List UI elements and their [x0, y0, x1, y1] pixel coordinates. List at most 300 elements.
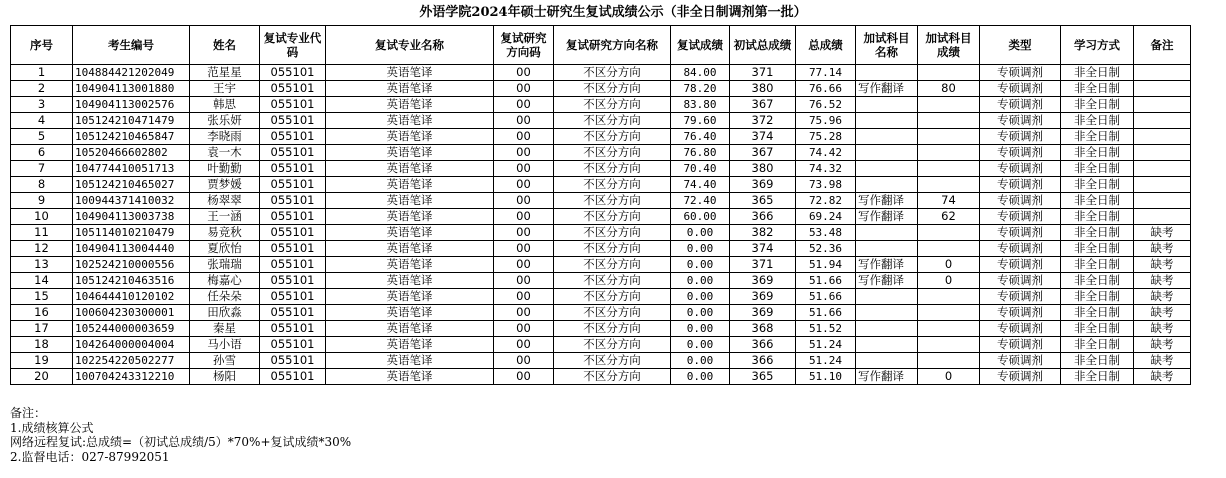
cell-major-code: 055101 — [260, 81, 326, 97]
cell-direction-code: 00 — [494, 353, 554, 369]
cell-retest-score: 72.40 — [671, 193, 730, 209]
cell-name: 秦星 — [190, 321, 260, 337]
table-row — [11, 289, 1191, 305]
cell-total-score: 76.66 — [796, 81, 856, 97]
cell-remark: 缺考 — [1134, 289, 1191, 305]
cell-retest-score: 74.40 — [671, 177, 730, 193]
cell-direction-name: 不区分方向 — [554, 97, 671, 113]
cell-name: 孙雪 — [190, 353, 260, 369]
cell-major-name: 英语笔译 — [326, 321, 494, 337]
header-retest-score: 复试成绩 — [671, 26, 730, 65]
table-header-row — [11, 26, 1191, 65]
cell-name: 贾梦媛 — [190, 177, 260, 193]
cell-seq: 17 — [11, 321, 73, 337]
header-study-mode: 学习方式 — [1061, 26, 1134, 65]
notes-formula: 网络远程复试:总成绩=（初试总成绩/5）*70%+复试成绩*30% — [10, 435, 352, 449]
cell-extra-subject: 写作翻译 — [856, 257, 918, 273]
table-row — [11, 225, 1191, 241]
cell-exam-id: 105124210465847 — [73, 129, 190, 145]
cell-remark — [1134, 97, 1191, 113]
cell-extra-subject — [856, 65, 918, 81]
score-table — [10, 25, 1191, 385]
cell-retest-score: 70.40 — [671, 161, 730, 177]
cell-remark: 缺考 — [1134, 321, 1191, 337]
cell-type: 专硕调剂 — [980, 145, 1061, 161]
cell-name: 范星星 — [190, 65, 260, 81]
cell-major-name: 英语笔译 — [326, 129, 494, 145]
cell-remark — [1134, 145, 1191, 161]
cell-exam-id: 104644410120102 — [73, 289, 190, 305]
cell-prelim-score: 365 — [730, 193, 796, 209]
cell-major-name: 英语笔译 — [326, 81, 494, 97]
cell-name: 夏欣怡 — [190, 241, 260, 257]
table-row — [11, 129, 1191, 145]
cell-type: 专硕调剂 — [980, 161, 1061, 177]
cell-direction-name: 不区分方向 — [554, 161, 671, 177]
cell-seq: 10 — [11, 209, 73, 225]
cell-type: 专硕调剂 — [980, 129, 1061, 145]
cell-prelim-score: 367 — [730, 97, 796, 113]
cell-direction-name: 不区分方向 — [554, 225, 671, 241]
cell-remark: 缺考 — [1134, 353, 1191, 369]
cell-total-score: 69.24 — [796, 209, 856, 225]
cell-study-mode: 非全日制 — [1061, 177, 1134, 193]
cell-extra-subject — [856, 113, 918, 129]
cell-extra-subject: 写作翻译 — [856, 209, 918, 225]
cell-name: 易竞秋 — [190, 225, 260, 241]
header-major-code: 复试专业代码 — [260, 26, 326, 65]
cell-name: 王一涵 — [190, 209, 260, 225]
cell-direction-code: 00 — [494, 145, 554, 161]
notes-phone: 2.监督电话：027-87992051 — [10, 449, 170, 464]
cell-seq: 11 — [11, 225, 73, 241]
table-row — [11, 321, 1191, 337]
cell-retest-score: 0.00 — [671, 289, 730, 305]
cell-type: 专硕调剂 — [980, 81, 1061, 97]
cell-extra-score — [918, 353, 980, 369]
cell-type: 专硕调剂 — [980, 257, 1061, 273]
header-direction-name: 复试研究方向名称 — [554, 26, 671, 65]
cell-name: 任朵朵 — [190, 289, 260, 305]
cell-major-name: 英语笔译 — [326, 289, 494, 305]
cell-seq: 16 — [11, 305, 73, 321]
cell-exam-id: 104884421202049 — [73, 65, 190, 81]
cell-total-score: 51.52 — [796, 321, 856, 337]
table-row — [11, 337, 1191, 353]
cell-exam-id: 100704243312210 — [73, 369, 190, 385]
cell-prelim-score: 368 — [730, 321, 796, 337]
cell-total-score: 51.66 — [796, 273, 856, 289]
cell-extra-score — [918, 241, 980, 257]
table-row — [11, 305, 1191, 321]
cell-major-code: 055101 — [260, 177, 326, 193]
cell-exam-id: 104904113002576 — [73, 97, 190, 113]
table-row — [11, 65, 1191, 81]
cell-prelim-score: 371 — [730, 257, 796, 273]
cell-type: 专硕调剂 — [980, 225, 1061, 241]
cell-extra-subject — [856, 145, 918, 161]
cell-study-mode: 非全日制 — [1061, 273, 1134, 289]
table-row — [11, 257, 1191, 273]
cell-direction-code: 00 — [494, 65, 554, 81]
cell-exam-id: 105124210465027 — [73, 177, 190, 193]
cell-extra-score — [918, 161, 980, 177]
cell-major-name: 英语笔译 — [326, 161, 494, 177]
cell-direction-code: 00 — [494, 97, 554, 113]
cell-study-mode: 非全日制 — [1061, 129, 1134, 145]
cell-major-code: 055101 — [260, 113, 326, 129]
cell-major-code: 055101 — [260, 65, 326, 81]
header-extra-subject: 加试科目名称 — [856, 26, 918, 65]
cell-major-code: 055101 — [260, 273, 326, 289]
cell-remark — [1134, 177, 1191, 193]
cell-direction-code: 00 — [494, 113, 554, 129]
cell-direction-name: 不区分方向 — [554, 273, 671, 289]
header-exam-id: 考生编号 — [73, 26, 190, 65]
cell-exam-id: 104904113003738 — [73, 209, 190, 225]
cell-seq: 19 — [11, 353, 73, 369]
table-row — [11, 113, 1191, 129]
cell-direction-code: 00 — [494, 129, 554, 145]
cell-extra-score — [918, 65, 980, 81]
cell-total-score: 51.94 — [796, 257, 856, 273]
cell-study-mode: 非全日制 — [1061, 225, 1134, 241]
cell-seq: 15 — [11, 289, 73, 305]
cell-direction-name: 不区分方向 — [554, 353, 671, 369]
cell-extra-subject: 写作翻译 — [856, 273, 918, 289]
cell-total-score: 73.98 — [796, 177, 856, 193]
cell-name: 杨阳 — [190, 369, 260, 385]
cell-extra-subject — [856, 97, 918, 113]
cell-direction-name: 不区分方向 — [554, 321, 671, 337]
cell-direction-name: 不区分方向 — [554, 305, 671, 321]
cell-study-mode: 非全日制 — [1061, 321, 1134, 337]
cell-extra-subject — [856, 129, 918, 145]
cell-retest-score: 0.00 — [671, 241, 730, 257]
cell-study-mode: 非全日制 — [1061, 257, 1134, 273]
cell-extra-score: 0 — [918, 257, 980, 273]
cell-retest-score: 0.00 — [671, 305, 730, 321]
cell-total-score: 75.96 — [796, 113, 856, 129]
table-row — [11, 241, 1191, 257]
cell-seq: 13 — [11, 257, 73, 273]
cell-major-name: 英语笔译 — [326, 225, 494, 241]
cell-extra-score — [918, 305, 980, 321]
cell-retest-score: 0.00 — [671, 321, 730, 337]
cell-exam-id: 104904113004440 — [73, 241, 190, 257]
cell-seq: 20 — [11, 369, 73, 385]
table-row — [11, 145, 1191, 161]
cell-major-code: 055101 — [260, 209, 326, 225]
cell-name: 袁一木 — [190, 145, 260, 161]
cell-major-name: 英语笔译 — [326, 193, 494, 209]
table-row — [11, 193, 1191, 209]
cell-extra-score: 74 — [918, 193, 980, 209]
cell-extra-subject — [856, 289, 918, 305]
cell-major-code: 055101 — [260, 241, 326, 257]
cell-remark — [1134, 193, 1191, 209]
cell-name: 叶勤勤 — [190, 161, 260, 177]
cell-seq: 8 — [11, 177, 73, 193]
cell-direction-name: 不区分方向 — [554, 289, 671, 305]
cell-remark: 缺考 — [1134, 225, 1191, 241]
cell-major-name: 英语笔译 — [326, 65, 494, 81]
header-remark: 备注 — [1134, 26, 1191, 65]
cell-type: 专硕调剂 — [980, 177, 1061, 193]
header-name: 姓名 — [190, 26, 260, 65]
cell-prelim-score: 365 — [730, 369, 796, 385]
cell-extra-score: 0 — [918, 369, 980, 385]
cell-type: 专硕调剂 — [980, 353, 1061, 369]
cell-retest-score: 0.00 — [671, 225, 730, 241]
cell-direction-code: 00 — [494, 305, 554, 321]
cell-extra-subject — [856, 161, 918, 177]
cell-name: 韩思 — [190, 97, 260, 113]
cell-remark: 缺考 — [1134, 241, 1191, 257]
cell-direction-name: 不区分方向 — [554, 257, 671, 273]
cell-study-mode: 非全日制 — [1061, 193, 1134, 209]
cell-total-score: 74.42 — [796, 145, 856, 161]
header-direction-code: 复试研究方向码 — [494, 26, 554, 65]
cell-seq: 3 — [11, 97, 73, 113]
cell-remark: 缺考 — [1134, 257, 1191, 273]
cell-remark: 缺考 — [1134, 305, 1191, 321]
cell-total-score: 75.28 — [796, 129, 856, 145]
header-major-name: 复试专业名称 — [326, 26, 494, 65]
cell-direction-name: 不区分方向 — [554, 241, 671, 257]
cell-direction-code: 00 — [494, 257, 554, 273]
cell-direction-code: 00 — [494, 337, 554, 353]
cell-exam-id: 105124210463516 — [73, 273, 190, 289]
cell-major-code: 055101 — [260, 305, 326, 321]
header-seq: 序号 — [11, 26, 73, 65]
cell-type: 专硕调剂 — [980, 289, 1061, 305]
cell-seq: 18 — [11, 337, 73, 353]
cell-direction-name: 不区分方向 — [554, 209, 671, 225]
cell-direction-name: 不区分方向 — [554, 337, 671, 353]
table-row — [11, 81, 1191, 97]
cell-retest-score: 76.80 — [671, 145, 730, 161]
notes-heading: 备注： — [10, 406, 47, 420]
cell-exam-id: 100944371410032 — [73, 193, 190, 209]
cell-direction-code: 00 — [494, 81, 554, 97]
cell-major-name: 英语笔译 — [326, 145, 494, 161]
cell-exam-id: 105124210471479 — [73, 113, 190, 129]
notes-section — [10, 406, 1210, 464]
cell-retest-score: 76.40 — [671, 129, 730, 145]
cell-remark: 缺考 — [1134, 273, 1191, 289]
page-title: 外语学院2024年硕士研究生复试成绩公示（非全日制调剂第一批） — [419, 5, 807, 20]
cell-study-mode: 非全日制 — [1061, 241, 1134, 257]
cell-extra-score: 0 — [918, 273, 980, 289]
cell-extra-subject — [856, 225, 918, 241]
cell-prelim-score: 369 — [730, 289, 796, 305]
cell-extra-score — [918, 337, 980, 353]
cell-major-code: 055101 — [260, 353, 326, 369]
cell-prelim-score: 367 — [730, 145, 796, 161]
cell-total-score: 74.32 — [796, 161, 856, 177]
cell-direction-code: 00 — [494, 289, 554, 305]
cell-major-code: 055101 — [260, 225, 326, 241]
cell-major-code: 055101 — [260, 161, 326, 177]
cell-extra-score — [918, 321, 980, 337]
cell-major-code: 055101 — [260, 369, 326, 385]
cell-prelim-score: 372 — [730, 113, 796, 129]
cell-type: 专硕调剂 — [980, 193, 1061, 209]
cell-retest-score: 0.00 — [671, 353, 730, 369]
cell-major-code: 055101 — [260, 145, 326, 161]
cell-major-code: 055101 — [260, 129, 326, 145]
cell-study-mode: 非全日制 — [1061, 81, 1134, 97]
cell-total-score: 51.66 — [796, 289, 856, 305]
cell-direction-code: 00 — [494, 273, 554, 289]
cell-type: 专硕调剂 — [980, 209, 1061, 225]
cell-prelim-score: 380 — [730, 161, 796, 177]
cell-type: 专硕调剂 — [980, 241, 1061, 257]
cell-prelim-score: 374 — [730, 129, 796, 145]
cell-seq: 5 — [11, 129, 73, 145]
cell-remark — [1134, 129, 1191, 145]
cell-study-mode: 非全日制 — [1061, 305, 1134, 321]
cell-remark — [1134, 161, 1191, 177]
cell-major-code: 055101 — [260, 97, 326, 113]
cell-major-name: 英语笔译 — [326, 273, 494, 289]
cell-name: 张乐妍 — [190, 113, 260, 129]
cell-extra-subject: 写作翻译 — [856, 369, 918, 385]
cell-prelim-score: 366 — [730, 209, 796, 225]
cell-type: 专硕调剂 — [980, 321, 1061, 337]
cell-prelim-score: 366 — [730, 337, 796, 353]
cell-name: 王宇 — [190, 81, 260, 97]
cell-seq: 9 — [11, 193, 73, 209]
cell-extra-subject — [856, 337, 918, 353]
cell-direction-name: 不区分方向 — [554, 113, 671, 129]
cell-extra-subject: 写作翻译 — [856, 193, 918, 209]
cell-exam-id: 102254220502277 — [73, 353, 190, 369]
cell-extra-subject: 写作翻译 — [856, 81, 918, 97]
notes-formula-title: 1.成绩核算公式 — [10, 420, 94, 435]
cell-name: 马小语 — [190, 337, 260, 353]
cell-major-code: 055101 — [260, 193, 326, 209]
table-row — [11, 353, 1191, 369]
cell-direction-code: 00 — [494, 177, 554, 193]
cell-major-name: 英语笔译 — [326, 353, 494, 369]
cell-study-mode: 非全日制 — [1061, 353, 1134, 369]
cell-prelim-score: 380 — [730, 81, 796, 97]
cell-seq: 12 — [11, 241, 73, 257]
table-row — [11, 369, 1191, 385]
cell-major-name: 英语笔译 — [326, 337, 494, 353]
cell-remark — [1134, 65, 1191, 81]
cell-name: 田欣淼 — [190, 305, 260, 321]
cell-direction-name: 不区分方向 — [554, 193, 671, 209]
cell-retest-score: 0.00 — [671, 369, 730, 385]
cell-major-name: 英语笔译 — [326, 305, 494, 321]
cell-total-score: 72.82 — [796, 193, 856, 209]
cell-direction-code: 00 — [494, 225, 554, 241]
cell-exam-id: 104774410051713 — [73, 161, 190, 177]
cell-extra-score — [918, 129, 980, 145]
cell-prelim-score: 366 — [730, 353, 796, 369]
cell-seq: 14 — [11, 273, 73, 289]
cell-retest-score: 78.20 — [671, 81, 730, 97]
table-row — [11, 97, 1191, 113]
cell-total-score: 53.48 — [796, 225, 856, 241]
cell-name: 李晓雨 — [190, 129, 260, 145]
cell-major-code: 055101 — [260, 337, 326, 353]
cell-extra-subject — [856, 321, 918, 337]
cell-direction-code: 00 — [494, 161, 554, 177]
cell-remark — [1134, 209, 1191, 225]
cell-direction-name: 不区分方向 — [554, 129, 671, 145]
cell-major-code: 055101 — [260, 289, 326, 305]
cell-major-name: 英语笔译 — [326, 369, 494, 385]
cell-exam-id: 105244000003659 — [73, 321, 190, 337]
cell-retest-score: 83.80 — [671, 97, 730, 113]
cell-retest-score: 60.00 — [671, 209, 730, 225]
cell-study-mode: 非全日制 — [1061, 337, 1134, 353]
cell-direction-code: 00 — [494, 193, 554, 209]
cell-retest-score: 0.00 — [671, 273, 730, 289]
cell-prelim-score: 374 — [730, 241, 796, 257]
cell-major-code: 055101 — [260, 321, 326, 337]
cell-seq: 6 — [11, 145, 73, 161]
cell-type: 专硕调剂 — [980, 97, 1061, 113]
cell-seq: 4 — [11, 113, 73, 129]
cell-remark — [1134, 81, 1191, 97]
cell-total-score: 77.14 — [796, 65, 856, 81]
cell-extra-subject — [856, 177, 918, 193]
cell-direction-code: 00 — [494, 209, 554, 225]
cell-direction-code: 00 — [494, 369, 554, 385]
header-type: 类型 — [980, 26, 1061, 65]
cell-major-name: 英语笔译 — [326, 177, 494, 193]
cell-study-mode: 非全日制 — [1061, 65, 1134, 81]
cell-name: 杨翠翠 — [190, 193, 260, 209]
cell-total-score: 51.24 — [796, 353, 856, 369]
cell-retest-score: 84.00 — [671, 65, 730, 81]
cell-extra-subject — [856, 241, 918, 257]
cell-exam-id: 10520466602802 — [73, 145, 190, 161]
table-row — [11, 177, 1191, 193]
cell-remark: 缺考 — [1134, 369, 1191, 385]
cell-type: 专硕调剂 — [980, 273, 1061, 289]
cell-prelim-score: 371 — [730, 65, 796, 81]
cell-retest-score: 0.00 — [671, 337, 730, 353]
cell-direction-code: 00 — [494, 241, 554, 257]
cell-major-name: 英语笔译 — [326, 257, 494, 273]
cell-study-mode: 非全日制 — [1061, 113, 1134, 129]
cell-major-name: 英语笔译 — [326, 209, 494, 225]
cell-type: 专硕调剂 — [980, 337, 1061, 353]
header-total-score: 总成绩 — [796, 26, 856, 65]
header-extra-score: 加试科目成绩 — [918, 26, 980, 65]
cell-exam-id: 104264000004004 — [73, 337, 190, 353]
table-row — [11, 273, 1191, 289]
cell-study-mode: 非全日制 — [1061, 161, 1134, 177]
cell-extra-score — [918, 225, 980, 241]
cell-total-score: 51.24 — [796, 337, 856, 353]
cell-major-name: 英语笔译 — [326, 241, 494, 257]
cell-direction-name: 不区分方向 — [554, 145, 671, 161]
cell-type: 专硕调剂 — [980, 65, 1061, 81]
cell-direction-name: 不区分方向 — [554, 177, 671, 193]
cell-extra-score: 62 — [918, 209, 980, 225]
cell-extra-score — [918, 145, 980, 161]
cell-study-mode: 非全日制 — [1061, 209, 1134, 225]
cell-prelim-score: 382 — [730, 225, 796, 241]
table-row — [11, 161, 1191, 177]
